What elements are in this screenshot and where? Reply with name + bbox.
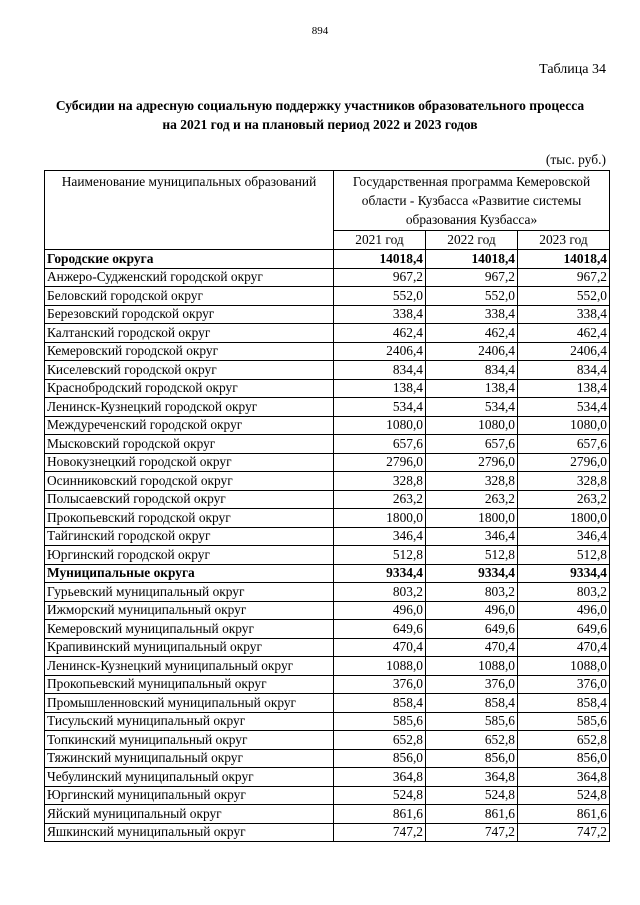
value-2022: 2406,4: [426, 342, 518, 361]
value-2023: 834,4: [518, 361, 610, 380]
value-2021: 376,0: [334, 675, 426, 694]
value-2022: 858,4: [426, 694, 518, 713]
municipality-name: Тайгинский городской округ: [45, 527, 334, 546]
value-2022: 364,8: [426, 768, 518, 787]
municipality-name: Ленинск-Кузнецкий муниципальный округ: [45, 657, 334, 676]
column-header-2022: 2022 год: [426, 231, 518, 250]
value-2021: 652,8: [334, 731, 426, 750]
municipality-name: Прокопьевский муниципальный округ: [45, 675, 334, 694]
municipality-name: Городские округа: [45, 250, 334, 269]
value-2022: 652,8: [426, 731, 518, 750]
table-row: [45, 694, 610, 713]
value-2021: 649,6: [334, 620, 426, 639]
value-2021: 512,8: [334, 546, 426, 565]
municipality-name: Прокопьевский городской округ: [45, 509, 334, 528]
value-2022: 1080,0: [426, 416, 518, 435]
value-2023: 585,6: [518, 712, 610, 731]
value-2021: 2406,4: [334, 342, 426, 361]
table-row: [45, 546, 610, 565]
municipality-name: Кемеровский городской округ: [45, 342, 334, 361]
value-2023: 858,4: [518, 694, 610, 713]
value-2022: 496,0: [426, 601, 518, 620]
column-header-2021: 2021 год: [334, 231, 426, 250]
table-row: [45, 361, 610, 380]
value-2021: 747,2: [334, 823, 426, 842]
value-2021: 534,4: [334, 398, 426, 417]
value-2022: 585,6: [426, 712, 518, 731]
table-label: Таблица 34: [539, 62, 606, 77]
table-row: [45, 379, 610, 398]
table-row: [45, 620, 610, 639]
table-row: [45, 768, 610, 787]
municipality-name: Мысковский городской округ: [45, 435, 334, 454]
value-2023: 1080,0: [518, 416, 610, 435]
municipality-name: Березовский городской округ: [45, 305, 334, 324]
value-2022: 524,8: [426, 786, 518, 805]
value-2021: 524,8: [334, 786, 426, 805]
value-2023: 657,6: [518, 435, 610, 454]
value-2021: 138,4: [334, 379, 426, 398]
title-line-1: Субсидии на адресную социальную поддержку участников образовательного процесса: [55, 98, 585, 113]
value-2023: 9334,4: [518, 564, 610, 583]
municipality-name: Новокузнецкий городской округ: [45, 453, 334, 472]
municipality-name: Краснобродский городской округ: [45, 379, 334, 398]
value-2021: 338,4: [334, 305, 426, 324]
value-2021: 967,2: [334, 268, 426, 287]
value-2022: 1800,0: [426, 509, 518, 528]
table-row: [45, 823, 610, 842]
table-row: [45, 398, 610, 417]
value-2022: 747,2: [426, 823, 518, 842]
value-2023: 967,2: [518, 268, 610, 287]
table-title: [0, 96, 640, 134]
value-2022: 14018,4: [426, 250, 518, 269]
municipality-name: Анжеро-Судженский городской округ: [45, 268, 334, 287]
value-2021: 263,2: [334, 490, 426, 509]
page-number: 894: [311, 25, 329, 37]
municipality-name: Промышленновский муниципальный округ: [45, 694, 334, 713]
table-body: [45, 250, 610, 842]
table-row: [45, 268, 610, 287]
value-2021: 14018,4: [334, 250, 426, 269]
value-2023: 652,8: [518, 731, 610, 750]
municipality-name: Тисульский муниципальный округ: [45, 712, 334, 731]
value-2021: 1080,0: [334, 416, 426, 435]
value-2022: 338,4: [426, 305, 518, 324]
value-2022: 470,4: [426, 638, 518, 657]
municipality-name: Тяжинский муниципальный округ: [45, 749, 334, 768]
value-2023: 138,4: [518, 379, 610, 398]
table-row: [45, 583, 610, 602]
table-row: [45, 805, 610, 824]
table-row: [45, 675, 610, 694]
value-2023: 2796,0: [518, 453, 610, 472]
value-2023: 524,8: [518, 786, 610, 805]
table-row: [45, 712, 610, 731]
value-2022: 534,4: [426, 398, 518, 417]
table-row: [45, 287, 610, 306]
value-2021: 657,6: [334, 435, 426, 454]
title-line-2: на 2021 год и на плановый период 2022 и 2023 годов: [162, 117, 478, 132]
value-2022: 649,6: [426, 620, 518, 639]
subsidies-table: [44, 170, 610, 842]
value-2022: 512,8: [426, 546, 518, 565]
value-2023: 552,0: [518, 287, 610, 306]
table-row: [45, 324, 610, 343]
column-header-program: [334, 171, 610, 231]
table-row: [45, 342, 610, 361]
value-2023: 470,4: [518, 638, 610, 657]
value-2023: 263,2: [518, 490, 610, 509]
value-2022: 346,4: [426, 527, 518, 546]
value-2022: 462,4: [426, 324, 518, 343]
value-2023: 861,6: [518, 805, 610, 824]
municipality-name: Полысаевский городской округ: [45, 490, 334, 509]
value-2023: 856,0: [518, 749, 610, 768]
value-2023: 462,4: [518, 324, 610, 343]
table-row: [45, 490, 610, 509]
municipality-name: Ижморский муниципальный округ: [45, 601, 334, 620]
value-2022: 834,4: [426, 361, 518, 380]
municipality-name: Топкинский муниципальный округ: [45, 731, 334, 750]
table-row: [45, 472, 610, 491]
value-2022: 967,2: [426, 268, 518, 287]
value-2021: 856,0: [334, 749, 426, 768]
table-row: [45, 305, 610, 324]
value-2022: 552,0: [426, 287, 518, 306]
value-2021: 346,4: [334, 527, 426, 546]
value-2021: 470,4: [334, 638, 426, 657]
value-2023: 1088,0: [518, 657, 610, 676]
value-2022: 856,0: [426, 749, 518, 768]
value-2021: 328,8: [334, 472, 426, 491]
value-2023: 747,2: [518, 823, 610, 842]
value-2021: 2796,0: [334, 453, 426, 472]
municipality-name: Калтанский городской округ: [45, 324, 334, 343]
table-row: [45, 453, 610, 472]
table-row: [45, 416, 610, 435]
value-2022: 861,6: [426, 805, 518, 824]
value-2023: 338,4: [518, 305, 610, 324]
value-2022: 1088,0: [426, 657, 518, 676]
municipality-name: Юргинский городской округ: [45, 546, 334, 565]
program-line-1: Государственная программа Кемеровской: [352, 174, 591, 189]
value-2021: 364,8: [334, 768, 426, 787]
header-row: [45, 171, 610, 231]
municipality-name: Яйский муниципальный округ: [45, 805, 334, 824]
value-2022: 2796,0: [426, 453, 518, 472]
value-2021: 552,0: [334, 287, 426, 306]
table-row: [45, 786, 610, 805]
value-2021: 9334,4: [334, 564, 426, 583]
table-row: [45, 638, 610, 657]
value-2023: 346,4: [518, 527, 610, 546]
table-row: [45, 435, 610, 454]
value-2023: 803,2: [518, 583, 610, 602]
table-row: [45, 527, 610, 546]
municipality-name: Ленинск-Кузнецкий городской округ: [45, 398, 334, 417]
value-2023: 364,8: [518, 768, 610, 787]
value-2021: 1088,0: [334, 657, 426, 676]
group-total-row: [45, 564, 610, 583]
value-2023: 649,6: [518, 620, 610, 639]
municipality-name: Беловский городской округ: [45, 287, 334, 306]
value-2021: 834,4: [334, 361, 426, 380]
group-total-row: [45, 250, 610, 269]
municipality-name: Осинниковский городской округ: [45, 472, 334, 491]
municipality-name: Киселевский городской округ: [45, 361, 334, 380]
value-2023: 328,8: [518, 472, 610, 491]
municipality-name: Яшкинский муниципальный округ: [45, 823, 334, 842]
value-2023: 534,4: [518, 398, 610, 417]
table-row: [45, 601, 610, 620]
value-2023: 14018,4: [518, 250, 610, 269]
value-2023: 496,0: [518, 601, 610, 620]
value-2022: 263,2: [426, 490, 518, 509]
table-row: [45, 749, 610, 768]
municipality-name: Юргинский муниципальный округ: [45, 786, 334, 805]
value-2022: 376,0: [426, 675, 518, 694]
table-row: [45, 731, 610, 750]
value-2023: 376,0: [518, 675, 610, 694]
value-2021: 585,6: [334, 712, 426, 731]
value-2023: 512,8: [518, 546, 610, 565]
value-2023: 1800,0: [518, 509, 610, 528]
value-2022: 657,6: [426, 435, 518, 454]
municipality-name: Кемеровский муниципальный округ: [45, 620, 334, 639]
value-2021: 858,4: [334, 694, 426, 713]
value-2022: 328,8: [426, 472, 518, 491]
value-2021: 803,2: [334, 583, 426, 602]
municipality-name: Гурьевский муниципальный округ: [45, 583, 334, 602]
value-2021: 861,6: [334, 805, 426, 824]
value-2021: 1800,0: [334, 509, 426, 528]
value-2022: 138,4: [426, 379, 518, 398]
program-line-2: области - Кузбасса «Развитие системы: [361, 193, 582, 208]
value-2022: 9334,4: [426, 564, 518, 583]
municipality-name: Муниципальные округа: [45, 564, 334, 583]
municipality-name: Крапивинский муниципальный округ: [45, 638, 334, 657]
column-header-name: Наименование муниципальных образований: [45, 171, 334, 250]
table-row: [45, 509, 610, 528]
column-header-2023: 2023 год: [518, 231, 610, 250]
table-row: [45, 657, 610, 676]
program-line-3: образования Кузбасса»: [405, 212, 538, 227]
municipality-name: Междуреченский городской округ: [45, 416, 334, 435]
value-2021: 496,0: [334, 601, 426, 620]
value-2023: 2406,4: [518, 342, 610, 361]
value-2022: 803,2: [426, 583, 518, 602]
units-label: (тыс. руб.): [545, 152, 606, 167]
value-2021: 462,4: [334, 324, 426, 343]
municipality-name: Чебулинский муниципальный округ: [45, 768, 334, 787]
